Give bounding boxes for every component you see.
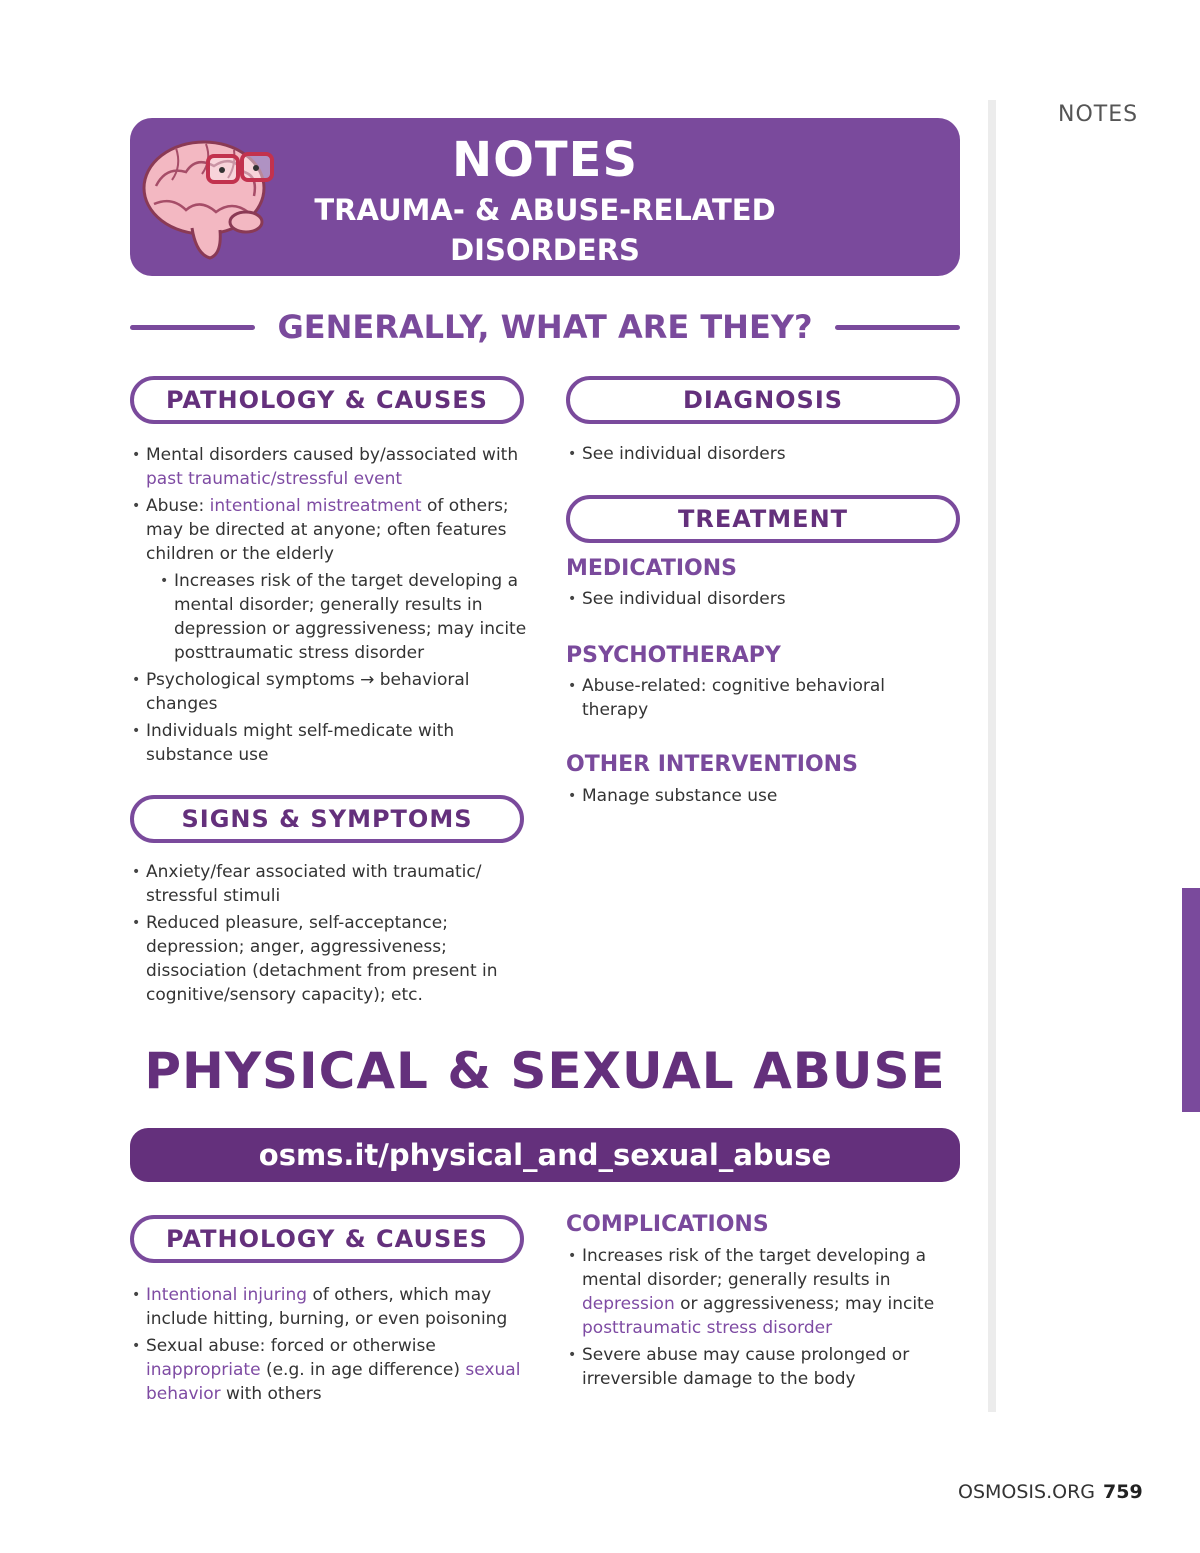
abuse-pathology-list xyxy=(130,1283,530,1409)
bullet-item xyxy=(566,587,960,611)
diagnosis-pill: DIAGNOSIS xyxy=(566,376,960,424)
highlighted-term: inappropriate xyxy=(146,1360,261,1380)
page-number: 759 xyxy=(1103,1481,1143,1503)
highlighted-term: Intentional injuring xyxy=(146,1285,308,1305)
bullet-text: with others xyxy=(220,1384,322,1404)
footer-site: OSMOSIS.ORG xyxy=(958,1481,1096,1503)
medications-list xyxy=(566,587,960,614)
bullet-item xyxy=(130,1334,530,1406)
bullet-item xyxy=(130,1283,530,1331)
bullet-text: Mental disorders caused by/associated with xyxy=(146,445,519,465)
section-heading xyxy=(130,304,960,350)
bullet-text: or aggressiveness; may incite xyxy=(674,1294,935,1314)
highlighted-term: depression xyxy=(582,1294,675,1314)
bullet-text: Severe abuse may cause prolonged or irreversible damage to the body xyxy=(582,1345,910,1389)
complications-heading: COMPLICATIONS xyxy=(566,1212,769,1237)
page-footer xyxy=(958,1481,1143,1503)
signs-pill: SIGNS & SYMPTOMS xyxy=(130,795,524,843)
bullet-item xyxy=(158,569,530,665)
bullet-item xyxy=(130,860,530,908)
highlighted-term: past traumatic/stressful event xyxy=(146,469,403,489)
psychotherapy-list xyxy=(566,674,906,725)
bullet-item xyxy=(130,443,530,491)
bullet-text: Sexual abuse: forced or otherwise xyxy=(146,1336,436,1356)
header-banner xyxy=(130,118,960,276)
bullet-text: of others, which may include hitting, burning, or even poisoning xyxy=(146,1285,508,1329)
bullet-text: Increases risk of the target developing a mental disorder; generally results in depression or aggressiveness; may incite posttraumatic stress disorder xyxy=(174,571,527,663)
heading-rule-left xyxy=(130,325,255,330)
bullet-text: (e.g. in age difference) xyxy=(260,1360,466,1380)
bullet-item xyxy=(130,494,530,566)
bullet-text: Anxiety/fear associated with traumatic/ stressful stimuli xyxy=(146,862,482,906)
bullet-text: Reduced pleasure, self-acceptance; depression; anger, aggressiveness; dissociation (detachment from present in cognitive/sensory capacity); etc. xyxy=(146,913,498,1005)
chapter-tab xyxy=(1182,888,1200,1112)
signs-list xyxy=(130,860,530,1010)
bullet-item xyxy=(130,668,530,716)
bullet-item xyxy=(566,1244,946,1340)
pathology-list xyxy=(130,443,530,770)
highlighted-term: posttraumatic stress disorder xyxy=(582,1318,833,1338)
bullet-item xyxy=(130,719,530,767)
banner-title: NOTES xyxy=(451,132,639,188)
bullet-text: Abuse-related: cognitive behavioral therapy xyxy=(582,676,886,720)
bullet-item xyxy=(566,674,906,722)
bullet-item xyxy=(130,911,530,1007)
bullet-item xyxy=(566,1343,946,1391)
bullet-text: See individual disorders xyxy=(582,589,786,609)
other-interventions-list xyxy=(566,784,960,811)
diagnosis-list xyxy=(566,442,960,469)
medications-heading: MEDICATIONS xyxy=(566,556,737,581)
abuse-title: PHYSICAL & SEXUAL ABUSE xyxy=(144,1042,946,1100)
other-interventions-heading: OTHER INTERVENTIONS xyxy=(566,752,858,777)
abuse-pathology-pill: PATHOLOGY & CAUSES xyxy=(130,1215,524,1263)
osmosis-link[interactable]: osms.it/physical_and_sexual_abuse xyxy=(130,1128,960,1182)
bullet-item xyxy=(566,442,960,466)
pathology-pill: PATHOLOGY & CAUSES xyxy=(130,376,524,424)
treatment-pill: TREATMENT xyxy=(566,495,960,543)
bullet-text: See individual disorders xyxy=(582,444,786,464)
heading-rule-right xyxy=(835,325,960,330)
highlighted-term: intentional mistreatment xyxy=(209,496,422,516)
complications-list xyxy=(566,1244,946,1394)
bullet-text: Psychological symptoms → behavioral changes xyxy=(146,670,470,714)
highlighted-term: sexual behavior xyxy=(146,1360,521,1404)
bullet-text: Abuse: xyxy=(146,496,210,516)
bullet-text: Individuals might self-medicate with substance use xyxy=(146,721,455,765)
bullet-text: Increases risk of the target developing a mental disorder; generally results in xyxy=(582,1246,927,1290)
bullet-text: of others; may be directed at anyone; often features children or the elderly xyxy=(146,496,509,564)
margin-divider xyxy=(988,100,996,1412)
side-notes-label: NOTES xyxy=(1058,102,1139,127)
bullet-item xyxy=(566,784,960,808)
section-title: GENERALLY, WHAT ARE THEY? xyxy=(277,308,813,346)
banner-subtitle: TRAUMA- & ABUSE-RELATED DISORDERS xyxy=(314,193,776,267)
psychotherapy-heading: PSYCHOTHERAPY xyxy=(566,643,781,668)
bullet-text: Manage substance use xyxy=(582,786,778,806)
